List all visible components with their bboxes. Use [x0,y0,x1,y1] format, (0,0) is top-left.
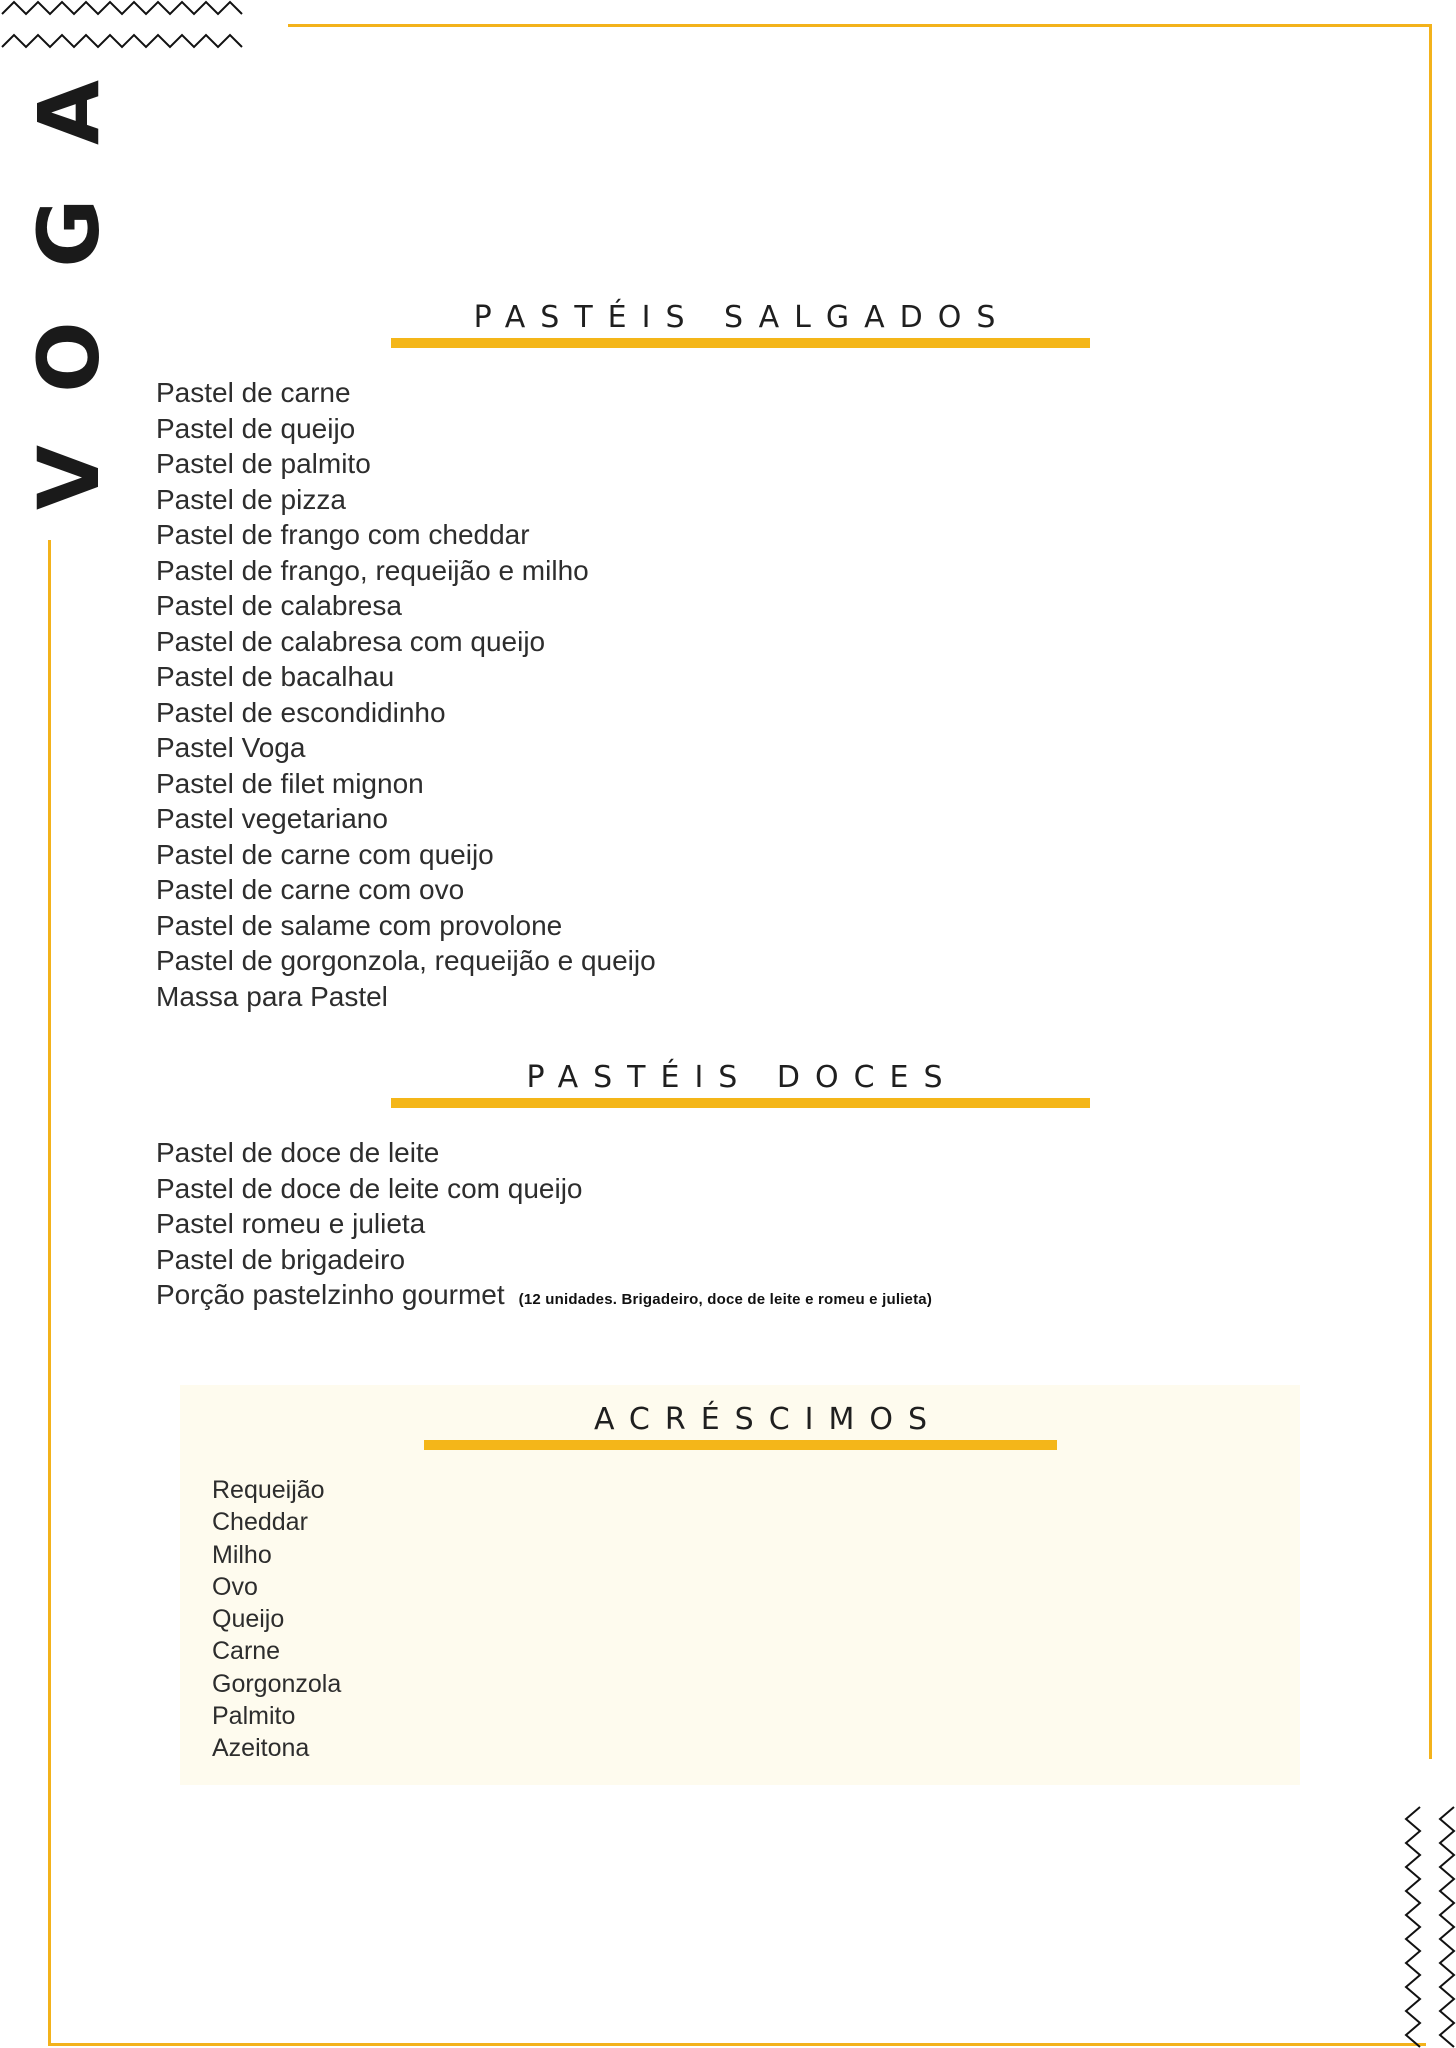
menu-item: Massa para Pastel [156,980,388,1012]
menu-item: Pastel romeu e julieta [156,1208,426,1239]
frame-bottom-line [48,2043,1426,2046]
menu-item: Pastel de carne com queijo [156,838,494,870]
addon-item: Carne [212,1637,281,1666]
section-title-doces [0,1058,1456,1118]
menu-item: Pastel de filet mignon [156,767,424,799]
menu-item: Pastel de calabresa [156,590,402,621]
menu-item: Pastel vegetariano [156,803,388,834]
section-title-acrescimos [0,1400,1456,1460]
addon-item: Azeitona [212,1734,310,1763]
addon-item: Palmito [212,1702,296,1731]
section-title-salgados-text: PASTÉIS SALGADOS [473,300,1011,335]
addon-item: Ovo [212,1572,258,1601]
title-underline-bar [424,1440,1057,1450]
zigzag-bottom-right-icon [1402,1805,1456,2048]
menu-item: Pastel de carne com ovo [156,874,465,905]
menu-item: Pastel de pizza [156,483,346,515]
frame-right-line [1429,24,1432,1759]
menu-item-note: (12 unidades. Brigadeiro, doce de leite e romeu e julieta) [518,1291,933,1308]
addon-item: Requeijão [212,1476,325,1504]
brand-name: VOGA [20,80,118,510]
addon-item: Milho [212,1540,272,1569]
menu-item: Pastel de bacalhau [156,661,395,692]
menu-item: Pastel de queijo [156,412,356,444]
menu-item: Pastel de frango, requeijão e milho [156,554,589,586]
brand-logo [10,40,130,540]
addon-item: Gorgonzola [212,1669,342,1698]
menu-item: Pastel de brigadeiro [156,1243,406,1275]
section-title-acrescimos-text: ACRÉSCIMOS [593,1402,943,1437]
menu-item: Pastel de calabresa com queijo [156,625,546,657]
title-underline-bar [391,1098,1090,1108]
section-title-salgados [0,298,1456,358]
menu-item: Pastel de salame com provolone [156,909,563,941]
menu-item-with-note [156,1277,932,1318]
doces-list [156,1135,932,1318]
addon-item: Queijo [212,1605,285,1634]
menu-item: Pastel de frango com cheddar [156,519,530,550]
section-title-doces-text: PASTÉIS DOCES [526,1060,958,1095]
menu-item: Pastel de doce de leite [156,1137,440,1168]
menu-item: Pastel de doce de leite com queijo [156,1172,583,1204]
frame-top-line [288,24,1432,27]
title-underline-bar [391,338,1090,348]
frame-left-line [48,540,51,2046]
salgados-list [156,375,656,1014]
menu-item: Pastel de palmito [156,448,371,479]
menu-item: Pastel Voga [156,732,306,763]
acrescimos-list [212,1474,341,1765]
addon-item: Cheddar [212,1508,308,1537]
menu-item: Pastel de carne [156,377,351,408]
menu-item: Pastel de gorgonzola, requeijão e queijo [156,945,656,976]
menu-item-label: Porção pastelzinho gourmet [156,1279,505,1310]
menu-item: Pastel de escondidinho [156,696,446,728]
